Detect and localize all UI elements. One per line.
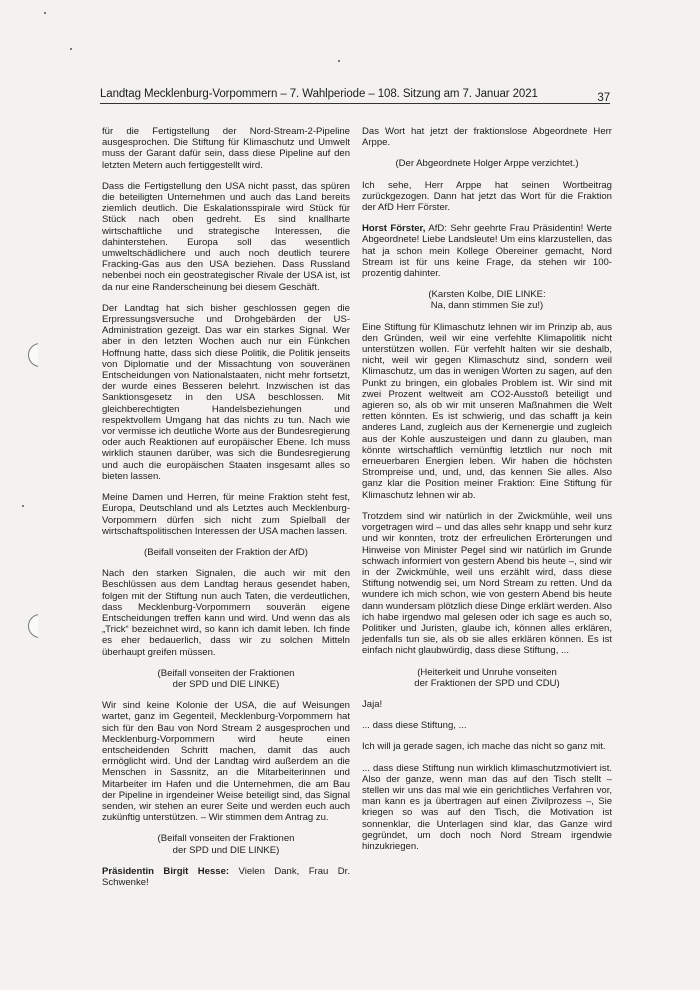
paragraph: Wir sind keine Kolonie der USA, die auf Weisungen wartet, ganz im Gegenteil, Mecklenburg-Vorpommern hat sich für den Bau von Nord Stream 2 ausgesprochen und Mecklenburg-Vorpommern wird heute einen entscheidenden Schritt machen, damit das auch ermöglicht wird. Und der Landtag wird außerdem an die Menschen in Sassnitz, an die Mitarbeiterinnen und Mitarbeiter im Hafen und die Unternehmen, die am Bau der Pipeline in irgendeiner Weise beteiligt sind, das Signal senden, wir stehen an eurer Seite und werden euch auch zukünftig unterstützen. – Wir stimmen dem Antrag zu.	[102, 700, 350, 824]
interjection	[102, 833, 350, 855]
speaker-name: Horst Förster,	[362, 223, 426, 235]
speech-text: Vielen Dank, Frau Dr. Schwenke!	[102, 865, 350, 888]
interjection	[362, 289, 612, 311]
scan-speck	[338, 60, 340, 62]
interjection-line: (Beifall vonseiten der Fraktionen	[157, 667, 295, 679]
scan-speck	[70, 48, 72, 50]
paragraph: ... dass diese Stiftung, ...	[362, 720, 467, 732]
interjection-line: der Fraktionen der SPD und CDU)	[414, 677, 560, 689]
punch-hole-top	[28, 343, 52, 367]
interjection-line: der SPD und DIE LINKE)	[172, 844, 280, 856]
interjection: (Der Abgeordnete Holger Arppe verzichtet.)	[395, 158, 579, 170]
paragraph: Trotzdem sind wir natürlich in der Zwickmühle, weil uns vorgetragen wird – und das alles sehr knapp und sehr kurz und wir konnten, trotz der erfreulichen Erörterungen und Hinweise von Minister Pegel sind wir natürlich im Grunde schwach informiert von gestern Abend bis heute –, sind wir in der Zwickmühle, weil uns erzählt wird, dass diese Stiftung notwendig sei, um Nord Stream zu retten. Und da wundere ich mich schon, wie von gestern Abend bis heute dann wundersam plötzlich diese Dinge erklärt werden. Also ich habe irgendwo mal gelesen oder ich sage es auch so, Politiker und Juristen, glaube ich, können alles erklären, jedenfalls tun sie, als ob sie alles erklären können. Es ist einfach nicht glaubwürdig, dass diese Stiftung, ...	[362, 510, 612, 657]
scan-speck	[22, 505, 24, 507]
page-header	[100, 88, 610, 104]
interjection-line: (Karsten Kolbe, DIE LINKE:	[428, 289, 546, 301]
paragraph: Das Wort hat jetzt der fraktionslose Abgeordnete Herr Arppe.	[362, 126, 612, 149]
paragraph: Meine Damen und Herren, für meine Fraktion steht fest, Europa, Deutschland und als Letztes auch Mecklenburg-Vorpommern dürfen sich nicht zum Spielball der wirtschaftspolitischen Interessen der USA machen lassen.	[102, 492, 350, 537]
page-number: 37	[597, 92, 610, 104]
interjection-line: (Beifall vonseiten der Fraktionen	[157, 833, 295, 845]
punch-hole-bottom	[28, 614, 52, 638]
left-column	[102, 126, 350, 898]
interjection-line: der SPD und DIE LINKE)	[172, 678, 280, 690]
right-column	[362, 126, 612, 862]
interjection-line: (Heiterkeit und Unruhe vonseiten	[417, 666, 557, 678]
header-title: Landtag Mecklenburg-Vorpommern – 7. Wahlperiode – 108. Sitzung am 7. Januar 2021	[100, 88, 538, 100]
paragraph	[362, 223, 612, 279]
paragraph: Ich will ja gerade sagen, ich mache das nicht so ganz mit.	[362, 741, 606, 753]
paragraph: Der Landtag hat sich bisher geschlossen gegen die Erpressungsversuche und Drohgebärden der US-Administration gezeigt. Das war ein starkes Signal. Wer aber in den letzten Wochen auch nur ein Fünkchen Hoffnung hatte, dass sich diese Politik, die Politik jenseits von Diplomatie und der Missachtung von souveränen Entscheidungen von Nationalstaaten, nicht mehr fortsetzt, der wurde eines Besseren belehrt. Inzwischen ist das Sanktionsgesetz in den USA beschlossen. Mit gleichberechtigten Handelsbeziehungen und respektvollem Umgang hat das nichts zu tun. Nach wie vor vermisse ich deutliche Worte aus der Bundesregierung oder auch Reaktionen auf europäischer Ebene. Ich muss wirklich staunen darüber, was sich die Bundesregierung und auch die europäischen Staaten insgesamt alles so bieten lassen.	[102, 302, 350, 482]
interjection	[362, 667, 612, 689]
paragraph: Ich sehe, Herr Arppe hat seinen Wortbeitrag zurückgezogen. Dann hat jetzt das Wort für die Fraktion der AfD Herr Förster.	[362, 179, 612, 214]
paragraph: Dass die Fertigstellung den USA nicht passt, das spüren die beteiligten Unternehmen und auch das Land bereits ziemlich deutlich. Die Eskalationsspirale wird Stück für Stück nach oben gedreht. Es sind knallharte wirtschaftliche und strategische Interessen, die dahinterstehen. Europa soll das wesentlich umweltschädlichere und auch noch deutlich teurere Fracking-Gas aus den USA beziehen. Dass Russland nebenbei noch ein geostrategischer Rivale der USA ist, ist da nur eine Randerscheinung bei diesem Geschäft.	[102, 180, 350, 293]
speaker-name: Präsidentin Birgit Hesse:	[102, 865, 230, 877]
paragraph: ... dass diese Stiftung nun wirklich klimaschutzmotiviert ist. Also der ganze, wenn man das auf den Tisch stellt – stellen wir uns das mal wie ein gerichtliches Verfahren vor, man kann es ja übertragen auf einen Zivilprozess –, Sie kriegen so was auf den Tisch, die Motivation ist sonnenklar, die Unterlagen sind klar, das Ganze wird gegründet, um doch noch Nord Stream irgendwie hinzukriegen.	[362, 762, 612, 852]
speech-text: AfD: Sehr geehrte Frau Präsidentin! Werte Abgeordnete! Liebe Landsleute! Um eins klarzustellen, das hat ja schon mein Kollege Obereiner gemacht, Nord Stream ist für uns keine Frage, da stehen wir 100-prozentig dahinter.	[362, 223, 612, 280]
paragraph: für die Fertigstellung der Nord-Stream-2-Pipeline ausgesprochen. Die Stiftung für Klimaschutz und Umwelt muss der Garant dafür sein, dass diese Pipeline auf den letzten Metern auch fertiggestellt wird.	[102, 126, 350, 171]
paragraph: Nach den starken Signalen, die auch wir mit den Beschlüssen aus dem Landtag heraus gesendet haben, folgen mit der Stiftung nun auch Taten, die verdeutlichen, dass Mecklenburg-Vorpommern souverän eigene Entscheidungen treffen kann und wird. Und wenn das als „Trick“ bezeichnet wird, so kann ich damit leben. Ich finde es eher bedauerlich, dass wir zu solchen Mitteln überhaupt greifen müssen.	[102, 568, 350, 658]
interjection	[102, 668, 350, 690]
interjection: (Beifall vonseiten der Fraktion der AfD)	[144, 546, 308, 558]
scan-speck	[44, 12, 46, 14]
interjection-line: Na, dann stimmen Sie zu!)	[430, 300, 544, 312]
paragraph: Eine Stiftung für Klimaschutz lehnen wir im Prinzip ab, aus den Gründen, weil wir eine verfehlte Klimapolitik nicht unterstützen wollen. Für verfehlt halten wir sie deshalb, nicht, weil wir gegen Klimaschutz sind, sondern weil Klimaschutz, um das in wenigen Worten zu sagen, auf den Punkt zu bringen, ein globales Problem ist. Wir sind mit zwei Prozent weltweit am CO2-Ausstoß beteiligt und agieren so, als ob wir mit unseren Maßnahmen die Welt retten könnten. Es ist schwierig, und das schafft ja kein anderes Land, zugleich aus der Kernenergie und zugleich aus der Kohle auszusteigen und dann zu glauben, man könnte wirtschaftlich vernünftig letztlich nur noch mit erneuerbaren Energien leben. Wir haben die höchsten Strompreise und, und, und, das kennen Sie alles. Also ganz klar die Position meiner Fraktion: Eine Stiftung für Klimaschutz lehnen wir ab.	[362, 321, 612, 501]
paragraph: Jaja!	[362, 698, 383, 710]
paragraph	[102, 866, 350, 888]
